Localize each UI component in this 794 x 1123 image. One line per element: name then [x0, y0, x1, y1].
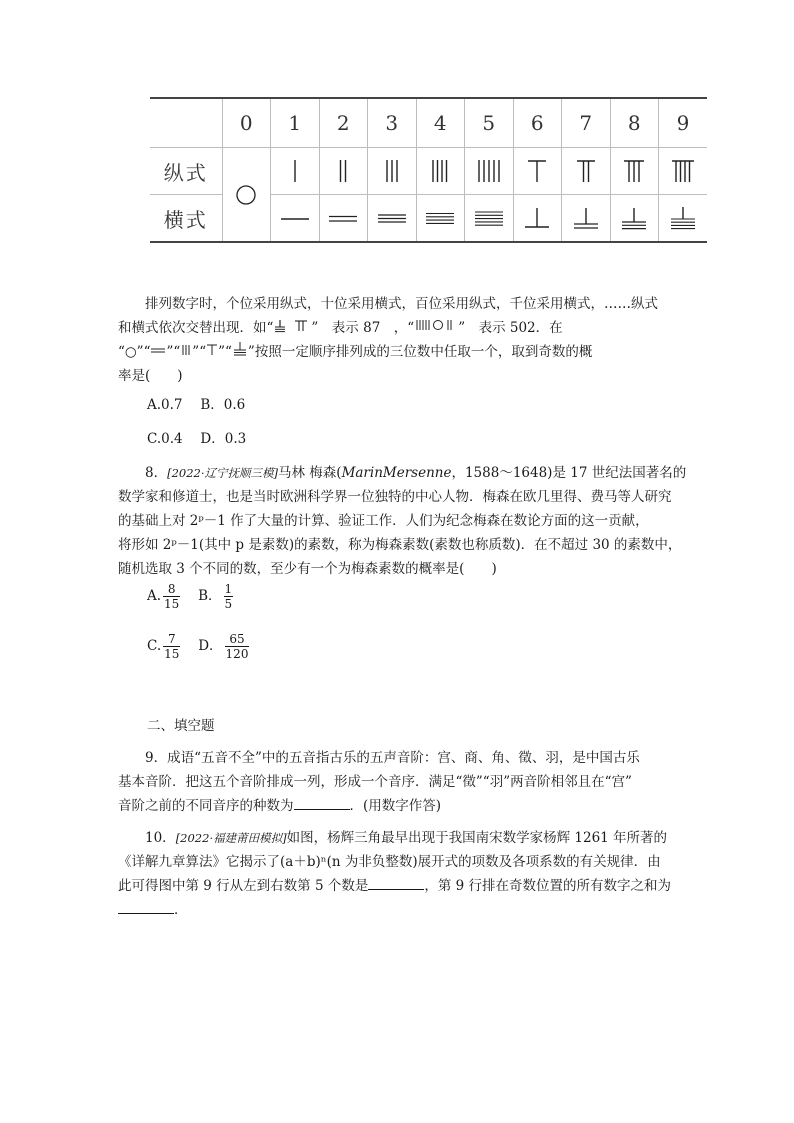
q8-line-5: 随机选取 3 个不同的数，至少有一个为梅森素数的概率是( ): [118, 561, 497, 577]
q9-line-3-part-b: ．(用数字作答): [349, 798, 442, 814]
horizontal-rod-6-icon: [520, 205, 554, 231]
q7-line-2-part-b: ” 表示 87 ，“: [311, 320, 415, 336]
q7-option-a[interactable]: A.0.7: [147, 397, 183, 413]
q8-option-d-den: 120: [225, 647, 249, 661]
zero-circle-icon: [234, 183, 258, 207]
q7-line-2: [118, 316, 658, 341]
rod-87-icon: [273, 317, 311, 341]
q10-source: [2022·福建莆田模拟]: [175, 831, 287, 845]
horizontal-rod-3-icon: [375, 205, 409, 231]
q8-option-c-den: 15: [164, 647, 180, 661]
q7-options-ab: [147, 393, 245, 413]
q7-line-3-part-a: “○”“: [118, 344, 151, 360]
q8-line-2: 数学家和修道士，也是当时欧洲科学界一位独特的中心人物．梅森在欧几里得、费马等人研究: [118, 489, 672, 505]
vertical-rod-9-icon: [668, 158, 698, 184]
q10-line-3: [118, 874, 672, 898]
zero-circle-cell: [222, 148, 271, 243]
q8-option-d-prefix: D．: [198, 638, 223, 654]
horizontal-rod-5-icon: [472, 205, 506, 231]
q9-line-3-part-a: 音阶之前的不同音序的种数为: [118, 798, 294, 814]
q10-line-1: [118, 826, 668, 850]
horizontal-rod-4-icon: [423, 205, 457, 231]
q8-text-1: 马林 梅森(: [278, 465, 342, 481]
horizontal-rod-4: [416, 195, 465, 243]
horizontal-rod-8: [610, 195, 659, 243]
horizontal-rod-3: [368, 195, 417, 243]
vertical-rod-6-icon: [522, 158, 552, 184]
q7-line-1: 排列数字时，个位采用纵式，十位采用横式，百位采用纵式，千位采用横式，……纵式: [145, 296, 658, 312]
vertical-rod-4-icon: [425, 158, 455, 184]
horizontal-rod-2: [319, 195, 368, 243]
q8-option-c-fraction: [163, 632, 180, 661]
rod-horizontal-8-icon: [232, 341, 248, 365]
vertical-form-label: 纵式: [150, 148, 222, 195]
q8-option-b-num: 1: [224, 582, 233, 596]
q10-text-1: 如图，杨辉三角最早出现于我国南宋数学家杨辉 1261 年所著的: [286, 830, 668, 846]
q8-options-cd: [147, 632, 249, 661]
q7-line-2-part-c: ” 表示 502．在: [458, 320, 563, 336]
q8-option-b-prefix: B．: [198, 588, 222, 604]
vertical-rod-7-icon: [571, 158, 601, 184]
vertical-rod-2: [319, 148, 368, 195]
vertical-rod-1: [271, 148, 320, 195]
vertical-rod-2-icon: [328, 158, 358, 184]
q8-option-a-den: 15: [164, 597, 180, 611]
q7-line-4: 率是( ): [118, 368, 183, 384]
q8-option-b-den: 5: [224, 597, 233, 611]
q8-option-b[interactable]: [198, 582, 233, 611]
q10-line-3-part-a: 此可得图中第 9 行从左到右数第 5 个数是: [118, 878, 369, 894]
horizontal-rod-5: [465, 195, 514, 243]
q8-option-a-fraction: [163, 582, 180, 611]
digit-header: 0: [222, 98, 271, 148]
q7-option-b[interactable]: B．0.6: [200, 397, 246, 413]
q7-line-2-part-a: 和横式依次交替出现．如“: [118, 320, 274, 336]
q7-line-3-part-b: ”“: [166, 344, 181, 360]
digit-header: 2: [319, 98, 368, 148]
table-corner-cell: [150, 98, 222, 148]
q8-option-c[interactable]: [147, 632, 180, 661]
q8-source: [2022·辽宁抚顺三模]: [167, 466, 278, 480]
rod-vertical-6-icon: [206, 341, 218, 365]
q9-answer-blank[interactable]: [294, 797, 350, 810]
horizontal-rod-1: [271, 195, 320, 243]
q10-line-4-text: ．: [174, 902, 188, 918]
horizontal-rod-8-icon: [617, 205, 651, 231]
q7-option-c[interactable]: C.0.4: [147, 431, 183, 447]
vertical-rod-3: [368, 148, 417, 195]
vertical-rod-5: [465, 148, 514, 195]
q7-option-d[interactable]: D．0.3: [200, 431, 247, 447]
vertical-rod-7: [562, 148, 611, 195]
digit-header: 9: [659, 98, 708, 148]
q8-options-ab: [147, 582, 233, 611]
horizontal-rod-9-icon: [666, 205, 700, 231]
digit-header: 5: [465, 98, 514, 148]
digit-header: 1: [271, 98, 320, 148]
q9-line-1: 9．成语“五音不全”中的五音指古乐的五声音阶：宫、商、角、徵、羽，是中国古乐: [145, 750, 640, 766]
q10-line-4: [118, 898, 658, 922]
digit-header: 7: [562, 98, 611, 148]
digit-header: 6: [513, 98, 562, 148]
q8-option-c-prefix: C.: [147, 638, 162, 654]
q8-line-3: 的基础上对 2ᵖ－1 作了大量的计算、验证工作．人们为纪念梅森在数论方面的这一贡献，: [118, 513, 649, 529]
q10-answer-blank-1[interactable]: [368, 877, 424, 890]
vertical-rod-1-icon: [280, 158, 310, 184]
vertical-rod-8-icon: [619, 158, 649, 184]
vertical-rod-6: [513, 148, 562, 195]
q9-line-3: [118, 794, 658, 818]
q8-option-b-fraction: [224, 582, 234, 611]
q7-options-cd: [147, 427, 246, 447]
q7-line-3: [118, 340, 658, 365]
rod-numeral-table: [150, 97, 707, 243]
vertical-rod-3-icon: [377, 158, 407, 184]
q10-number: 10．: [145, 830, 176, 846]
q8-option-d-num: 65: [229, 632, 245, 646]
vertical-rod-5-icon: [474, 158, 504, 184]
vertical-rod-8: [610, 148, 659, 195]
horizontal-rod-9: [659, 195, 708, 243]
horizontal-rod-2-icon: [326, 205, 360, 231]
q8-line-4: 将形如 2ᵖ－1(其中 p 是素数)的素数，称为梅森素数(素数也称质数)．在不超过 30 的素数中，: [118, 537, 682, 553]
q8-option-d[interactable]: [198, 632, 249, 661]
q9-line-2: 基本音阶．把这五个音阶排成一列，形成一个音序．满足“徵”“羽”两音阶相邻且在“宫”: [118, 774, 632, 790]
q10-answer-blank-2[interactable]: [118, 901, 174, 914]
horizontal-rod-6: [513, 195, 562, 243]
q7-line-3-part-e: ”按照一定顺序排列成的三位数中任取一个，取到奇数的概: [247, 344, 593, 360]
vertical-rod-4: [416, 148, 465, 195]
q8-text-2: ，1588～1648)是 17 世纪法国著名的: [451, 465, 687, 481]
q10-line-3-part-b: ，第 9 行排在奇数位置的所有数字之和为: [424, 878, 672, 894]
q7-line-3-part-d: ”“: [218, 344, 232, 360]
q8-option-c-num: 7: [167, 632, 176, 646]
digit-header: 4: [416, 98, 465, 148]
q7-line-3-part-c: ”“: [192, 344, 207, 360]
section-title: 二、填空题: [147, 718, 215, 734]
rod-502-icon: [414, 317, 458, 341]
q8-name-italic: MarinMersenne: [341, 465, 452, 481]
horizontal-form-label: 横式: [150, 195, 222, 243]
q8-option-a-prefix: A.: [147, 588, 162, 604]
digit-header: 3: [368, 98, 417, 148]
horizontal-rod-7: [562, 195, 611, 243]
rod-horizontal-2-icon: [150, 341, 166, 365]
q8-option-a[interactable]: [147, 582, 180, 611]
q8-option-a-num: 8: [167, 582, 176, 596]
q8-line-1: [118, 461, 687, 485]
q10-line-2: 《详解九章算法》它揭示了(a＋b)ⁿ(n 为非负整数)展开式的项数及各项系数的有关规律．由: [118, 854, 661, 870]
horizontal-rod-1-icon: [278, 205, 312, 231]
table-header-row: [150, 98, 707, 148]
q8-number: 8．: [145, 465, 168, 481]
q8-option-d-fraction: [225, 632, 250, 661]
rod-vertical-3-icon: [180, 341, 192, 365]
horizontal-rod-7-icon: [569, 205, 603, 231]
vertical-rod-9: [659, 148, 708, 195]
vertical-form-row: [150, 148, 707, 195]
digit-header: 8: [610, 98, 659, 148]
